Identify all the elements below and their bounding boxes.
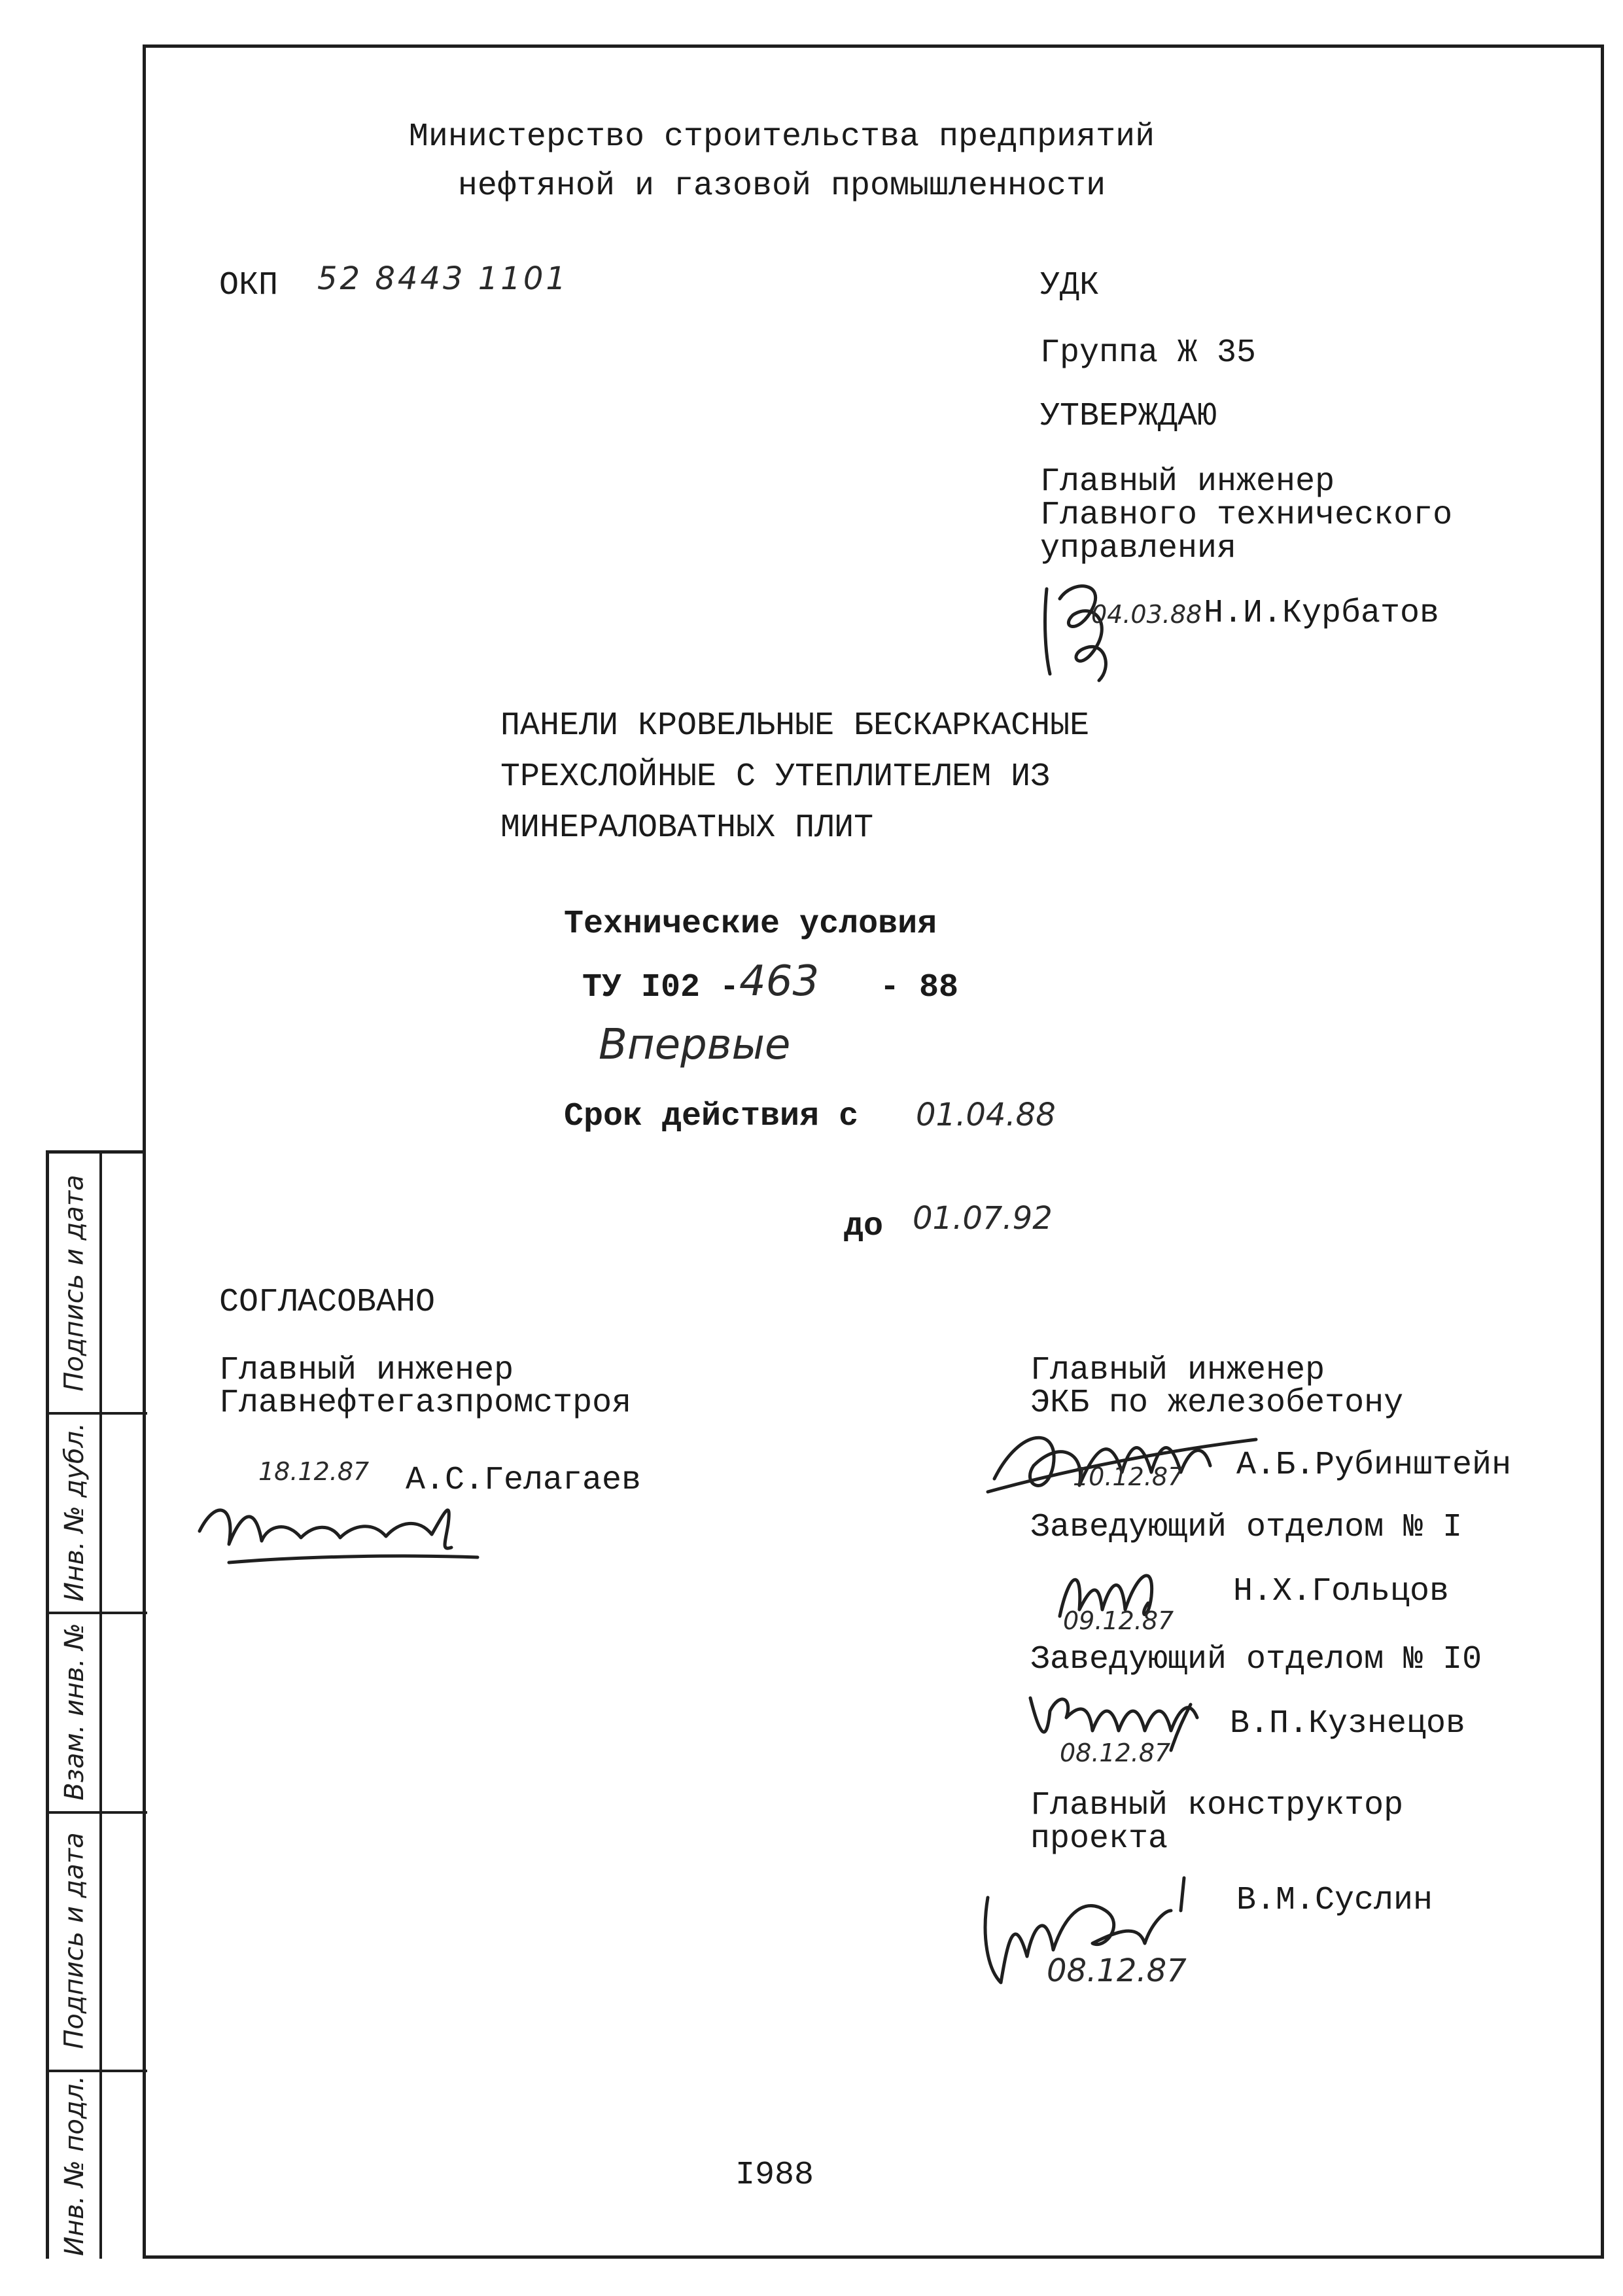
agreed-right-3-name: В.П.Кузнецов xyxy=(1230,1705,1466,1742)
side-stamp-original-number: Инв. № подл. xyxy=(60,2075,90,2256)
valid-to-date: 01.07.92 xyxy=(913,1200,1053,1237)
document-title-line-2: ТРЕХСЛОЙНЫЕ С УТЕПЛИТЕЛЕМ ИЗ xyxy=(500,758,1051,796)
approval-position-1: Главный инженер xyxy=(1040,463,1335,501)
agreed-title: СОГЛАСОВАНО xyxy=(219,1284,436,1321)
approval-signature xyxy=(1034,576,1158,687)
udk-label: УДК xyxy=(1040,267,1100,304)
agreed-right-2-name: Н.Х.Гольцов xyxy=(1233,1573,1450,1610)
approval-name: Н.И.Курбатов xyxy=(1204,595,1440,632)
agreed-left-name: А.С.Гелагаев xyxy=(406,1462,642,1499)
approval-position-3: управления xyxy=(1040,530,1237,567)
approval-date: 04.03.88 xyxy=(1091,600,1202,629)
side-stamp-table xyxy=(46,1150,144,2259)
approval-title: УТВЕРЖДАЮ xyxy=(1040,398,1217,435)
agreed-right-1-name: А.Б.Рубинштейн xyxy=(1236,1447,1512,1484)
side-stamp-signature-date-bottom: Подпись и дата xyxy=(60,1831,90,2049)
agreed-right-2-date: 09.12.87 xyxy=(1063,1606,1174,1635)
agreed-right-4-name: В.М.Суслин xyxy=(1236,1882,1433,1919)
agreed-right-4-position-1: Главный конструктор xyxy=(1030,1787,1404,1824)
valid-from-date: 01.04.88 xyxy=(916,1097,1056,1133)
document-title-line-3: МИНЕРАЛОВАТНЫХ ПЛИТ xyxy=(500,809,874,847)
ministry-line-2: нефтяной и газовой промышленности xyxy=(457,168,1106,205)
side-stamp-replacement-number: Взам. инв. № xyxy=(60,1622,90,1801)
tu-suffix: - 88 xyxy=(880,969,959,1006)
agreed-right-1-position-2: ЭКБ по железобетону xyxy=(1030,1385,1404,1422)
okp-value: 52 8443 1101 xyxy=(317,260,568,297)
agreed-right-3-date: 08.12.87 xyxy=(1060,1739,1171,1767)
agreed-left-date: 18.12.87 xyxy=(258,1457,370,1486)
tu-number: 463 xyxy=(739,957,820,1006)
approval-position-2: Главного технического xyxy=(1040,497,1453,534)
valid-to-label: до xyxy=(844,1208,884,1245)
page-frame xyxy=(143,44,1604,2259)
agreed-right-4-date: 08.12.87 xyxy=(1047,1952,1187,1989)
document-year: I988 xyxy=(735,2157,814,2194)
agreed-right-1-position-1: Главный инженер xyxy=(1030,1352,1325,1389)
document-subtitle: Технические условия xyxy=(564,906,937,943)
agreed-right-1-date: 10.12.87 xyxy=(1073,1462,1184,1491)
first-time-note: Впервые xyxy=(599,1021,791,1069)
agreed-right-3-position: Заведующий отделом № I0 xyxy=(1030,1641,1482,1678)
agreed-right-4-position-2: проекта xyxy=(1030,1820,1168,1858)
agreed-left-position-1: Главный инженер xyxy=(219,1352,514,1389)
ministry-line-1: Министерство строительства предприятий xyxy=(408,118,1155,156)
agreed-right-2-position: Заведующий отделом № I xyxy=(1030,1509,1463,1546)
agreed-left-position-2: Главнефтегазпромстроя xyxy=(219,1385,632,1422)
agreed-left-signature xyxy=(190,1485,478,1570)
tu-prefix: ТУ I02 - xyxy=(582,969,740,1006)
okp-label: ОКП xyxy=(219,267,279,304)
side-stamp-duplicate-number: Инв. № дубл. xyxy=(60,1422,90,1602)
document-title-line-1: ПАНЕЛИ КРОВЕЛЬНЫЕ БЕСКАРКАСНЫЕ xyxy=(500,707,1090,745)
side-stamp-signature-date-top: Подпись и дата xyxy=(60,1174,90,1392)
validity-label: Срок действия с xyxy=(564,1098,859,1135)
group-label: Группа Ж 35 xyxy=(1040,334,1257,372)
